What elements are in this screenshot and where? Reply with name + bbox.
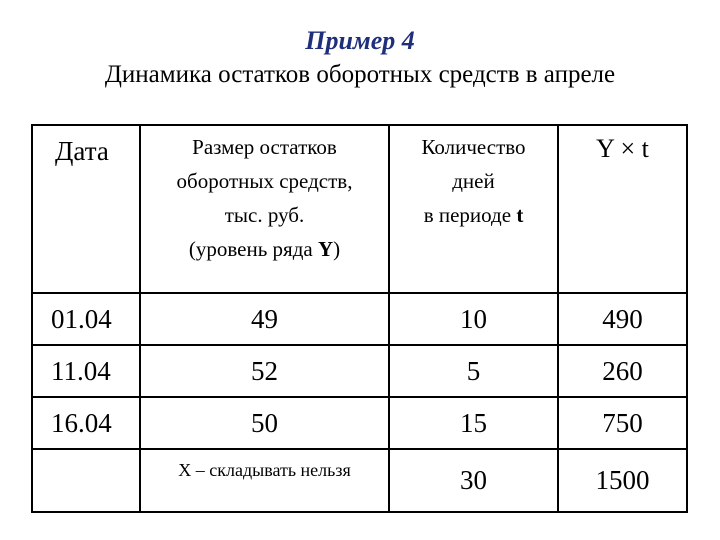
header-days xyxy=(389,125,558,293)
data-table xyxy=(31,124,688,513)
cell-date-empty xyxy=(32,449,140,512)
cell-days-total: 30 xyxy=(389,449,558,512)
cell-days: 10 xyxy=(389,293,558,345)
header-product: Y × t xyxy=(558,125,687,293)
table-header-row xyxy=(32,125,687,293)
table-row xyxy=(32,397,687,449)
cell-date: 11.04 xyxy=(32,345,140,397)
cell-note: Х – складывать нельзя xyxy=(140,449,389,512)
cell-date: 16.04 xyxy=(32,397,140,449)
cell-days: 5 xyxy=(389,345,558,397)
header-balance xyxy=(140,125,389,293)
header-balance-line: тыс. руб. xyxy=(224,203,305,227)
header-balance-text: (уровень ряда xyxy=(188,237,318,261)
header-date: Дата xyxy=(32,125,140,293)
slide-subtitle: Динамика остатков оборотных средств в апреле xyxy=(104,61,616,88)
cell-date: 01.04 xyxy=(32,293,140,345)
cell-days: 15 xyxy=(389,397,558,449)
header-balance-line: оборотных средств, xyxy=(176,169,353,193)
header-balance-line xyxy=(141,232,388,266)
header-balance-line: Размер остатков xyxy=(192,135,337,159)
header-days-line: дней xyxy=(452,169,495,193)
header-days-symbol: t xyxy=(516,203,524,227)
cell-product: 750 xyxy=(558,397,687,449)
header-days-line: Количество xyxy=(421,135,526,159)
slide-heading xyxy=(0,24,720,92)
header-balance-symbol: Y xyxy=(317,237,334,261)
table-row xyxy=(32,345,687,397)
table-total-row xyxy=(32,449,687,512)
cell-product-total: 1500 xyxy=(558,449,687,512)
cell-balance: 50 xyxy=(140,397,389,449)
table-row xyxy=(32,293,687,345)
example-label: Пример 4 xyxy=(305,26,415,55)
cell-product: 260 xyxy=(558,345,687,397)
cell-balance: 49 xyxy=(140,293,389,345)
header-days-text: в периоде xyxy=(423,203,517,227)
cell-balance: 52 xyxy=(140,345,389,397)
header-days-line xyxy=(390,198,557,232)
header-balance-text: ) xyxy=(333,237,341,261)
cell-product: 490 xyxy=(558,293,687,345)
